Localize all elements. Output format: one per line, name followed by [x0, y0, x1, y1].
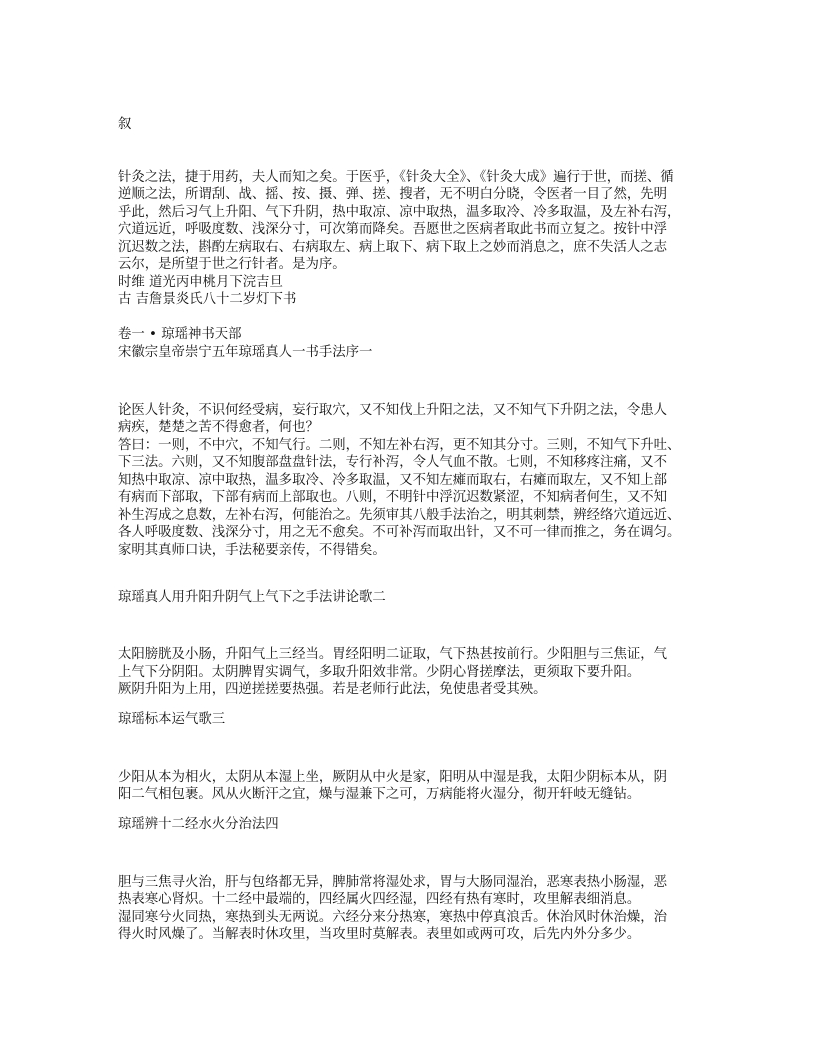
text-line: 病疾，楚楚之苦不得愈者，何也？ — [118, 420, 319, 435]
text-line: 针灸之法，捷于用药，夫人而知之矣。于医乎，《针灸大全》、《针灸大成》遍行于世，而搓、循 — [118, 170, 674, 185]
text-line: 乎此，然后习气上升阳、气下升阴，热中取凉、凉中取热，温多取冷、冷多取温，及左补右泻， — [118, 205, 681, 220]
preface-date: 时维 道光丙申桃月下浣吉旦 — [118, 275, 283, 290]
text-line: 论医人针灸，不识何经受病，妄行取穴，又不知伐上升阳之法，又不知气下升阴之法，令患人 — [118, 403, 668, 418]
text-line: 家明其真师口诀，手法秘要亲传，不得错矣。 — [118, 543, 386, 558]
text-line: 各人呼吸度数、浅深分寸，用之无不愈矣。不可补泻而取出针，又不可一律而推之，务在调匀。 — [118, 525, 681, 540]
text-line: 太阳膀胱及小肠，升阳气上三经当。胃经阳明二证取，气下热甚按前行。少阳胆与三焦证，气 — [118, 647, 668, 662]
text-line: 下三法。六则，又不知腹部盘盘针法，专行补泻，令人气血不散。七则，不知移疼注痛，又不 — [118, 455, 668, 470]
text-line: 上气下分阴阳。太阴脾胃实调气，多取升阳效非常。少阴心肾搓摩法，更须取下要升阳。 — [118, 665, 641, 680]
text-line: 沉迟数之法，斟酌左病取右、右病取左、病上取下、病下取上之妙而消息之，庶不失活人之志 — [118, 240, 668, 255]
text-line: 少阳从本为相火，太阴从本湿上坐，厥阴从中火是家，阳明从中湿是我，太阳少阴标本从，阴 — [118, 770, 668, 785]
text-line: 阳二气相包裹。风从火断汗之宜，燥与湿兼下之可，万病能将火湿分，彻开轩岐无缝钻。 — [118, 787, 641, 802]
section2-title: 琼瑶真人用升阳升阴气上气下之手法讲论歌二 — [118, 590, 386, 605]
volume-subtitle: 宋徽宗皇帝崇宁五年琼瑶真人一书手法序一 — [118, 345, 373, 360]
text-line: 湿同寒兮火同热，寒热到头无两说。六经分来分热寒，寒热中停真浪舌。休治风时休治燥，治 — [118, 910, 668, 925]
text-line: 补生泻成之息数，左补右泻，何能治之。先须审其八般手法治之，明其刺禁，辨经络穴道远近、 — [118, 508, 681, 523]
text-line: 知热中取凉、凉中取热，温多取冷、冷多取温，又不知左瘫而取右，右瘫而取左，又不知上部 — [118, 473, 668, 488]
preface-title: 叙 — [118, 117, 132, 132]
text-line: 有病而下部取，下部有病而上部取也。八则，不明针中浮沉迟数紧涩，不知病者何生，又不知 — [118, 490, 668, 505]
text-line: 厥阴升阳为上用，四逆搓搓要热强。若是老师行此法，免使患者受其殃。 — [118, 682, 547, 697]
text-line: 得火时风燥了。当解表时休攻里，当攻里时莫解表。表里如或两可攻，后先内外分多少。 — [118, 927, 641, 942]
section4-title: 琼瑶辨十二经水火分治法四 — [118, 817, 279, 832]
text-line: 逆顺之法，所谓刮、战、摇、按、摄、弹、搓、搜者，无不明白分晓，令医者一目了然，先明 — [118, 187, 668, 202]
preface-author: 古 吉詹景炎氏八十二岁灯下书 — [118, 292, 297, 307]
text-line: 穴道远近，呼吸度数、浅深分寸，可次第而降矣。吾愿世之医病者取此书而立复之。按针中浮 — [118, 222, 668, 237]
text-line: 答曰：一则，不中穴，不知气行。二则，不知左补右泻，更不知其分寸。三则，不知气下升吐、 — [118, 438, 681, 453]
text-line: 云尔，是所望于世之行针者。是为序。 — [118, 257, 346, 272]
volume-title: 卷一 • 琼瑶神书天部 — [118, 327, 242, 342]
section3-title: 琼瑶标本运气歌三 — [118, 712, 226, 727]
text-line: 胆与三焦寻火治，肝与包络都无异，脾肺常将湿处求，胃与大肠同湿治，恶寒表热小肠湿，恶 — [118, 875, 668, 890]
text-line: 热表寒心肾炽。十二经中最端的，四经属火四经湿，四经有热有寒时，攻里解表细消息。 — [118, 892, 641, 907]
